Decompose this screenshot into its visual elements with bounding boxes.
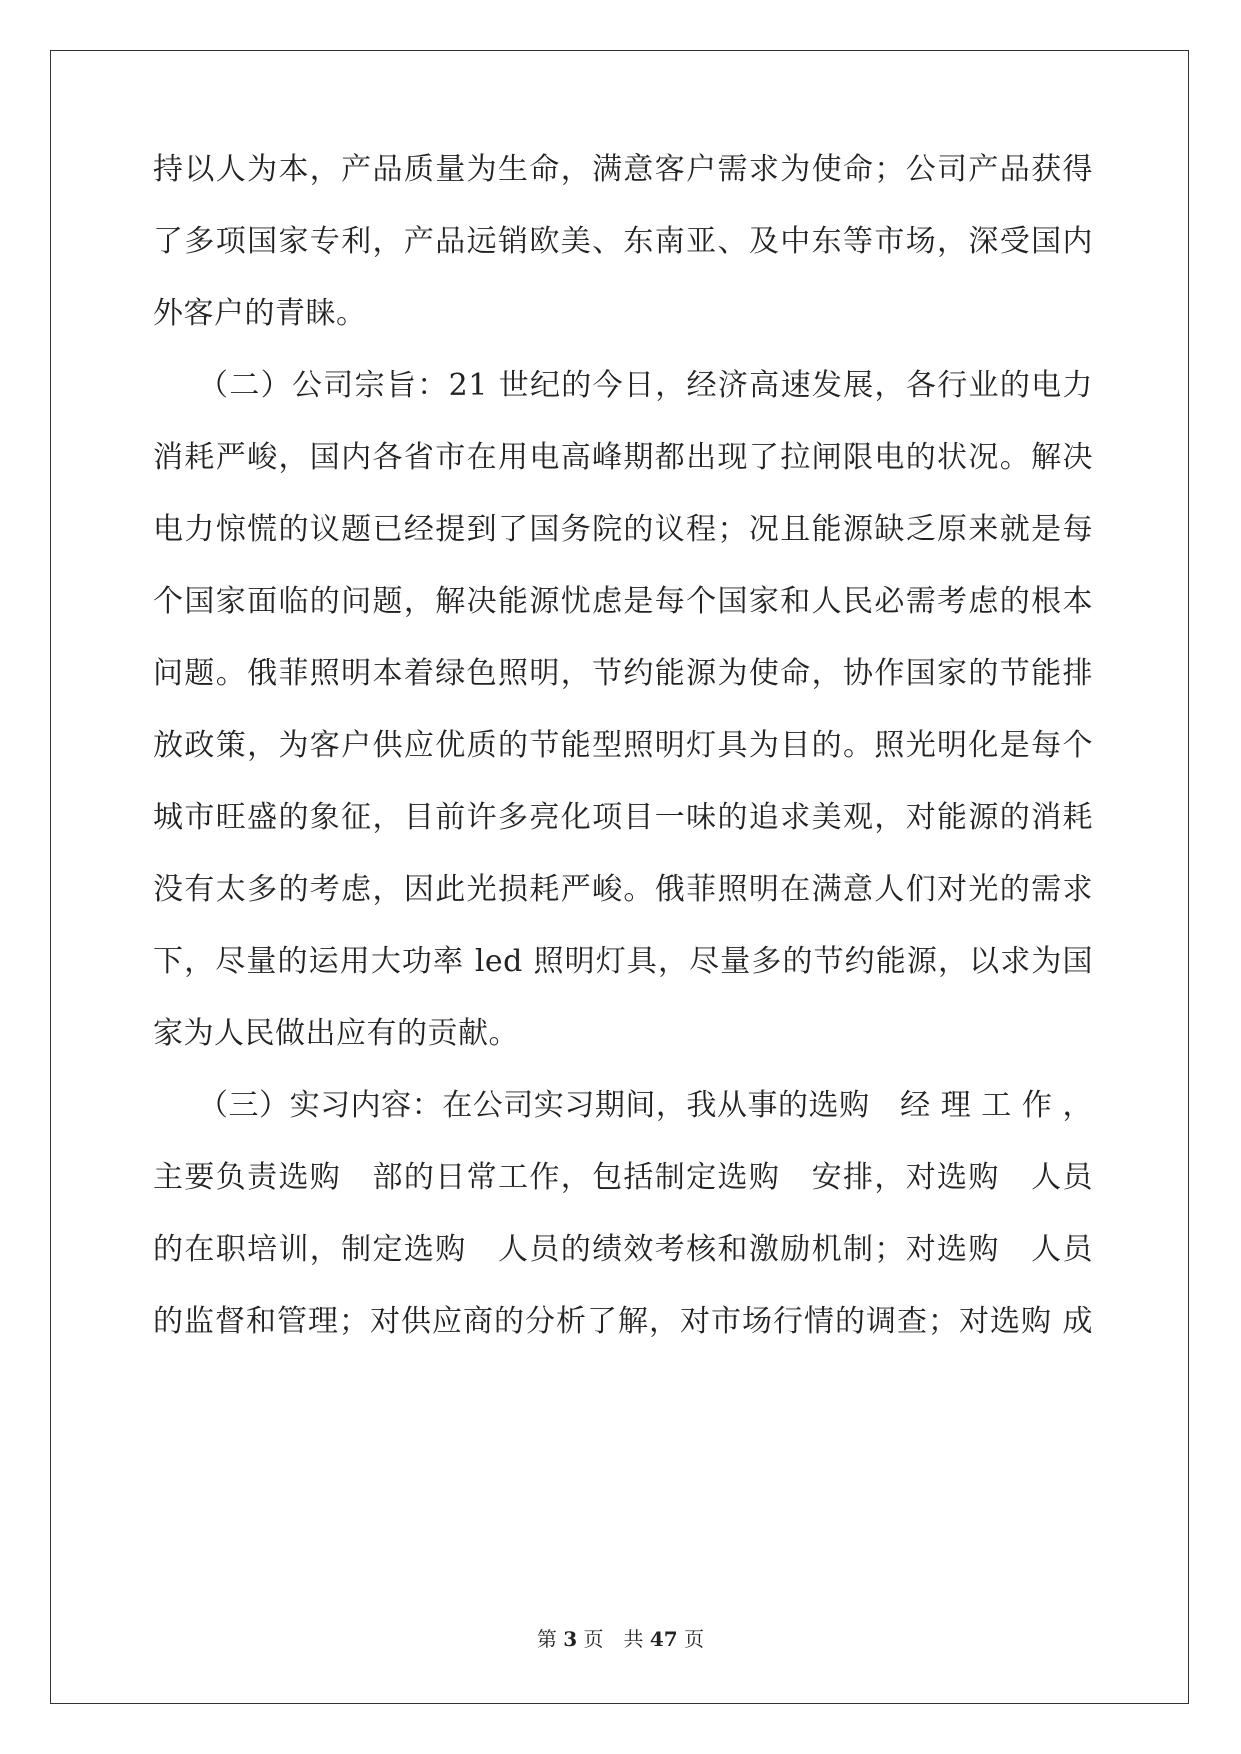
text-line: 主要负责选购 部的日常工作，包括制定选购 安排，对选购 人员 <box>153 1160 1093 1195</box>
footer-middle: 页 共 <box>583 1627 644 1651</box>
text-line: 个国家面临的问题，解决能源忧虑是每个国家和人民必需考虑的根本 <box>153 584 1093 619</box>
text-line: 外客户的青睐。 <box>153 296 367 331</box>
text-line: 消耗严峻，国内各省市在用电高峰期都出现了拉闸限电的状况。解决 <box>153 440 1093 475</box>
text-line: 问题。俄菲照明本着绿色照明，节约能源为使命，协作国家的节能排 <box>153 656 1093 691</box>
text-line: （二）公司宗旨：21 世纪的今日，经济高速发展，各行业的电力 <box>198 368 1093 403</box>
text-line: 了多项国家专利，产品远销欧美、东南亚、及中东等市场，深受国内 <box>153 224 1093 259</box>
text-line: （三）实习内容：在公司实习期间，我从事的选购 经 理 工 作 ， <box>198 1088 1093 1123</box>
text-line: 城市旺盛的象征，目前许多亮化项目一味的追求美观，对能源的消耗 <box>153 800 1093 835</box>
text-line: 放政策，为客户供应优质的节能型照明灯具为目的。照光明化是每个 <box>153 728 1093 763</box>
footer-prefix: 第 <box>536 1627 557 1651</box>
text-line: 家为人民做出应有的贡献。 <box>153 1016 519 1051</box>
text-line: 的在职培训，制定选购 人员的绩效考核和激励机制；对选购 人员 <box>153 1232 1093 1267</box>
text-line: 下，尽量的运用大功率 led 照明灯具，尽量多的节约能源，以求为国 <box>153 944 1093 979</box>
footer-total-pages: 47 <box>649 1627 678 1651</box>
text-line: 的监督和管理；对供应商的分析了解，对市场行情的调查；对选购 成 <box>153 1304 1093 1339</box>
text-line: 持以人为本，产品质量为生命，满意客户需求为使命；公司产品获得 <box>153 152 1093 187</box>
text-line: 电力惊慌的议题已经提到了国务院的议程；况且能源缺乏原来就是每 <box>153 512 1093 547</box>
footer-suffix: 页 <box>684 1627 705 1651</box>
page-footer <box>0 1627 1241 1651</box>
footer-page-number: 3 <box>563 1627 578 1651</box>
text-line: 没有太多的考虑，因此光损耗严峻。俄菲照明在满意人们对光的需求 <box>153 872 1093 907</box>
